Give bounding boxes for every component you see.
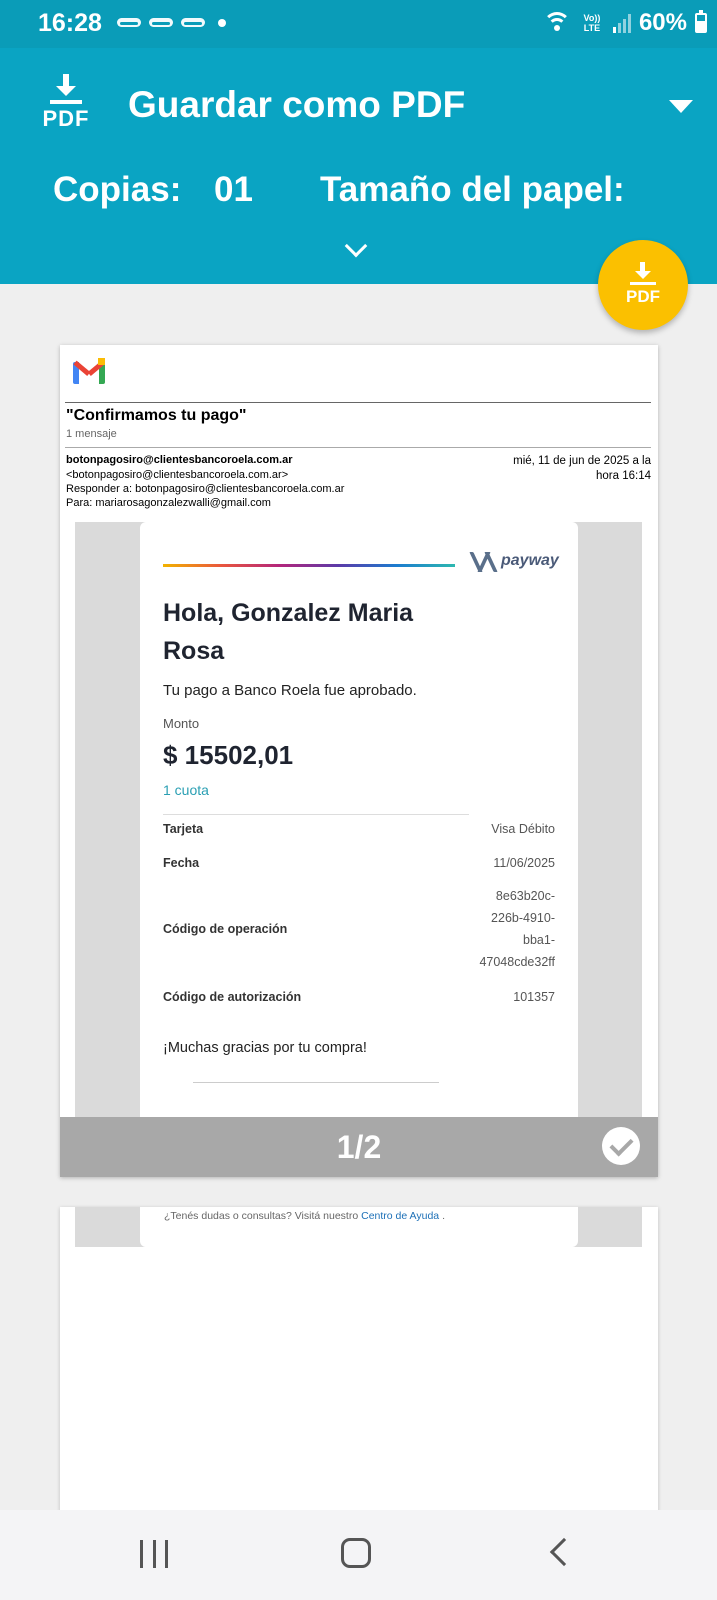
status-time: 16:28	[38, 9, 102, 37]
page-preview-2[interactable]	[60, 1207, 658, 1512]
back-icon[interactable]	[550, 1538, 578, 1566]
dropdown-caret-icon[interactable]	[669, 100, 693, 113]
signal-icon	[613, 13, 631, 33]
approved-message: Tu pago a Banco Roela fue aprobado.	[163, 682, 417, 699]
status-right	[543, 8, 707, 38]
divider	[163, 814, 469, 815]
printer-select[interactable]: Guardar como PDF	[128, 84, 466, 125]
hand-notification-icon	[148, 15, 174, 29]
help-center-link[interactable]: Centro de Ayuda	[361, 1210, 440, 1222]
hand-notification-icon	[180, 15, 206, 29]
navigation-bar	[0, 1510, 717, 1600]
divider	[193, 1082, 439, 1083]
operation-code-label: Código de operación	[163, 922, 288, 936]
receipt-card	[140, 522, 578, 1177]
divider	[65, 447, 651, 448]
copies-value[interactable]: 01	[214, 170, 253, 209]
battery-icon	[695, 13, 707, 33]
help-text	[164, 1210, 445, 1222]
page-number: 1/2	[336, 1129, 382, 1165]
authorization-code-value: 101357	[513, 990, 555, 1004]
network-label: Vo)) LTE	[583, 13, 601, 33]
divider	[65, 402, 651, 403]
payway-logo	[472, 550, 559, 572]
email-date-line: hora 16:14	[596, 470, 651, 482]
authorization-code-label: Código de autorización	[163, 990, 302, 1004]
recent-apps-icon[interactable]	[140, 1540, 168, 1568]
operation-code-line: bba1-	[523, 933, 555, 947]
installments: 1 cuota	[163, 782, 209, 798]
operation-code-value	[479, 885, 555, 973]
check-circle-icon[interactable]	[602, 1127, 640, 1165]
thanks-message: ¡Muchas gracias por tu compra!	[163, 1040, 367, 1056]
chevron-down-icon[interactable]	[345, 235, 368, 258]
pdf-download-icon	[38, 74, 94, 134]
operation-code-line: 8e63b20c-	[495, 889, 555, 903]
payway-brand: payway	[501, 552, 559, 569]
page-indicator-bar	[60, 1117, 658, 1177]
fab-label: PDF	[626, 287, 660, 306]
copies-label: Copias:	[53, 170, 182, 209]
save-pdf-button[interactable]	[598, 240, 688, 330]
help-text-prefix: ¿Tenés dudas o consultas? Visitá nuestro	[164, 1210, 359, 1222]
battery-percent: 60%	[638, 9, 687, 36]
email-subject: "Confirmamos tu pago"	[66, 407, 247, 424]
email-from-address: <botonpagosiro@clientesbancoroela.com.ar>	[66, 469, 289, 481]
wifi-icon	[543, 12, 571, 34]
status-bar	[0, 0, 717, 48]
home-icon[interactable]	[341, 1538, 371, 1568]
amount-value: $ 15502,01	[163, 740, 294, 770]
card-value: Visa Débito	[491, 822, 555, 836]
message-count: 1 mensaje	[66, 428, 117, 440]
more-notifications-dot-icon	[218, 19, 226, 27]
date-label: Fecha	[163, 856, 200, 870]
page-preview-1[interactable]	[60, 345, 658, 1177]
card-label: Tarjeta	[163, 822, 204, 836]
date-value: 11/06/2025	[493, 856, 555, 870]
email-date	[481, 454, 651, 484]
help-text-suffix: .	[442, 1210, 445, 1222]
pdf-icon-label: PDF	[42, 106, 90, 131]
gradient-divider	[163, 564, 455, 567]
hand-notification-icon	[116, 15, 142, 29]
email-date-line: mié, 11 de jun de 2025 a la	[513, 455, 651, 467]
paper-size-label: Tamaño del papel:	[320, 170, 625, 209]
greeting: Hola, Gonzalez Maria Rosa	[163, 599, 414, 665]
payway-logo-icon	[472, 550, 496, 572]
operation-code-line: 226b-4910-	[491, 911, 555, 925]
email-from: botonpagosiro@clientesbancoroela.com.ar	[66, 454, 293, 466]
email-to: Para: mariarosagonzalezwalli@gmail.com	[66, 497, 271, 509]
amount-label: Monto	[163, 716, 200, 731]
gmail-logo-icon	[73, 358, 105, 384]
email-reply-to: Responder a: botonpagosiro@clientesbancoroela.com.ar	[66, 483, 345, 495]
print-header	[0, 48, 717, 284]
operation-code-line: 47048cde32ff	[479, 955, 555, 969]
download-arrow-icon	[635, 262, 651, 282]
notification-icons	[116, 15, 206, 29]
